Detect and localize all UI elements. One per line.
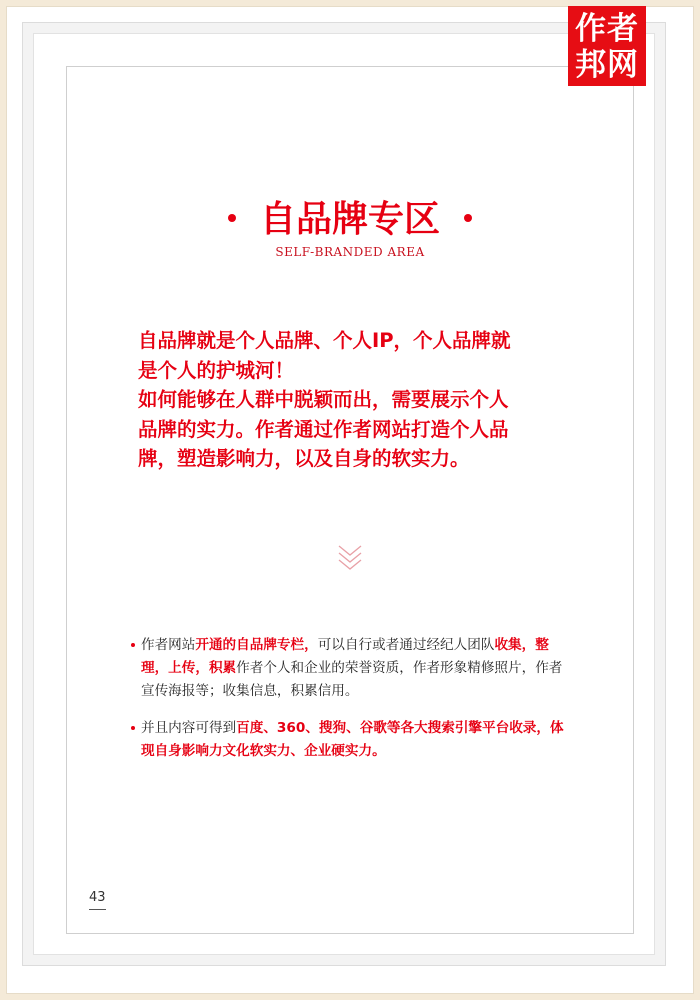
section-subtitle: SELF-BRANDED AREA bbox=[275, 245, 425, 259]
lead-paragraph bbox=[138, 326, 568, 474]
bullet-item bbox=[131, 717, 571, 763]
bullet-text: 并且内容可得到 bbox=[141, 720, 237, 736]
bullet-item bbox=[131, 634, 571, 703]
bullet-list bbox=[131, 634, 571, 777]
zuozhebang-logo bbox=[568, 6, 646, 86]
bullet-dot-icon bbox=[228, 214, 236, 222]
logo-line-1: 作者 bbox=[575, 11, 639, 47]
page-number-underline bbox=[89, 909, 106, 910]
bullet-highlight: 开通的自品牌专栏， bbox=[195, 637, 318, 653]
logo-line-2: 邦网 bbox=[575, 47, 639, 83]
bullet-dot-icon bbox=[131, 643, 135, 647]
lead-line: 牌，塑造影响力，以及自身的软实力。 bbox=[138, 447, 470, 470]
section-title-row bbox=[0, 196, 700, 244]
page-number: 43 bbox=[89, 890, 106, 905]
bullet-dot-icon bbox=[131, 726, 135, 730]
bullet-text: 作者网站 bbox=[141, 637, 196, 653]
lead-line: 品牌的实力。作者通过作者网站打造个人品 bbox=[138, 417, 509, 441]
bullet-highlight: 整理，上传，积累 bbox=[141, 637, 549, 676]
bullet-text: 作者个人和企业的荣誉资质，作者形象精修照片，作者宣传海报等；收集信息，积累信用。 bbox=[141, 660, 563, 699]
lead-line: 如何能够在人群中脱颖而出，需要展示个人 bbox=[138, 388, 509, 411]
bullet-text: 可以自行或者通过经纪人团队 bbox=[317, 637, 495, 653]
lead-line: 自品牌就是个人品牌、个人IP，个人品牌就 bbox=[138, 329, 511, 352]
bullet-highlight: 收集， bbox=[494, 637, 536, 653]
bullet-highlight: 百度、360、搜狗、谷歌等各大搜索引擎平台收录，体现自身影响力文化软实力、企业硬实力。 bbox=[141, 720, 564, 759]
bullet-dot-icon bbox=[464, 214, 472, 222]
lead-line: 是个人的护城河！ bbox=[138, 358, 295, 382]
section-title: 自品牌专区 bbox=[259, 199, 440, 240]
double-chevron-down-icon bbox=[337, 543, 363, 573]
